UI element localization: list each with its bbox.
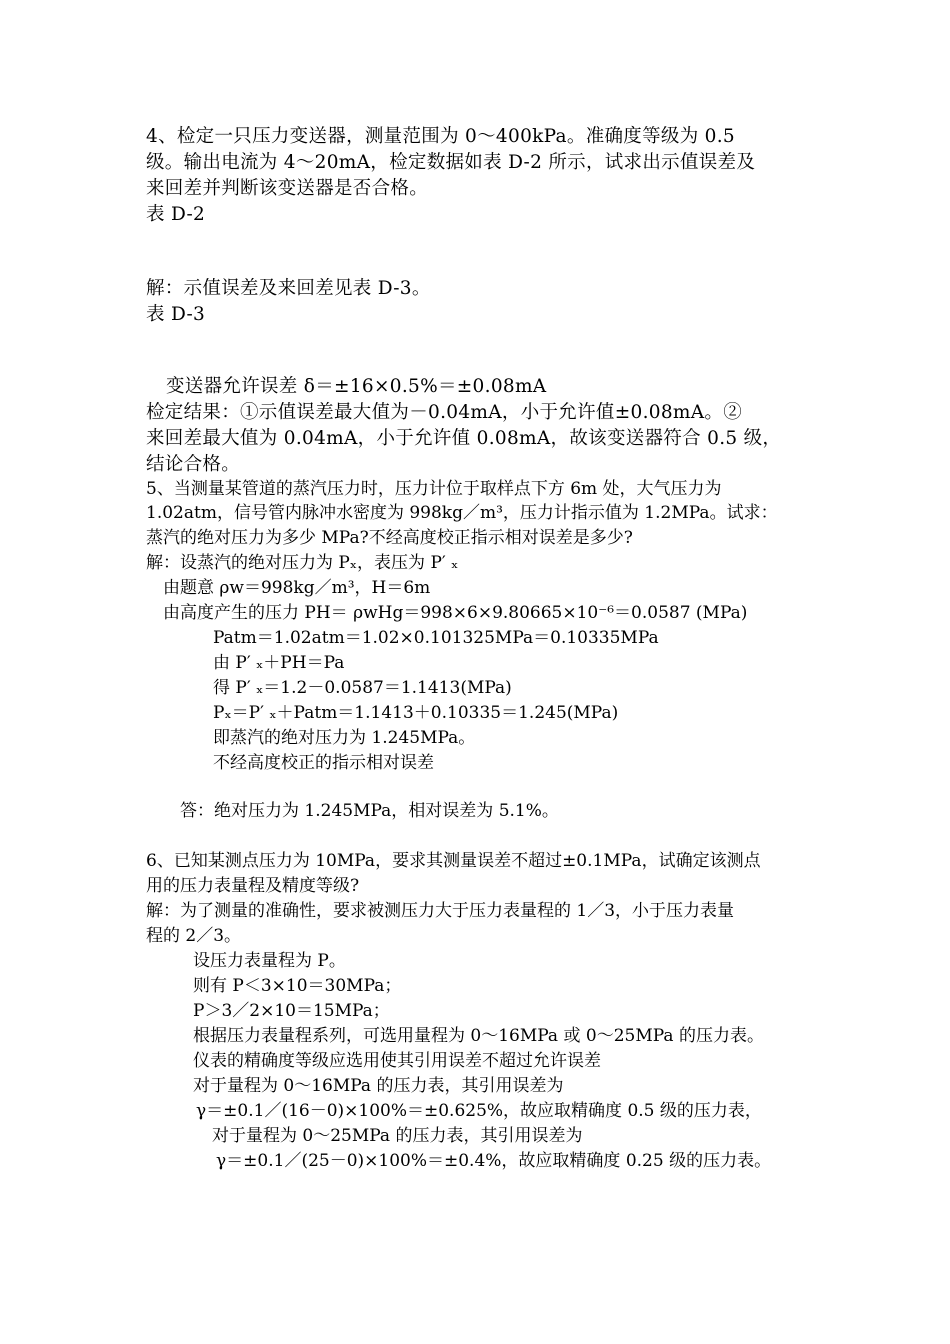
q4-result-line-2: 来回差最大值为 0.04mA，小于允许值 0.08mA，故该变送器符合 0.5 级， — [146, 428, 782, 449]
q5-line-2: 1.02atm，信号管内脉冲水密度为 998kg／m³，压力计指示值为 1.2MPa。试求： — [146, 503, 778, 523]
q6-line-8: 根据压力表量程系列，可选用量程为 0～16MPa 或 0～25MPa 的压力表。 — [193, 1026, 764, 1046]
q5-line-7: Patm＝1.02atm＝1.02×0.101325MPa＝0.10335MPa — [213, 628, 659, 648]
q6-line-11: γ＝±0.1／(16－0)×100%＝±0.625%，故应取精确度 0.5 级的压力表， — [196, 1101, 762, 1121]
q4-line-3: 来回差并判断该变送器是否合格。 — [146, 178, 429, 199]
q6-line-9: 仪表的精确度等级应选用使其引用误差不超过允许误差 — [193, 1051, 601, 1071]
q6-line-13: γ＝±0.1／(25－0)×100%＝±0.4%，故应取精确度 0.25 级的压力表。 — [216, 1151, 772, 1171]
q5-answer-line: 答：绝对压力为 1.245MPa，相对误差为 5.1%。 — [180, 801, 559, 821]
q6-line-7: P＞3／2×10＝15MPa； — [193, 1001, 390, 1021]
q6-line-4: 程的 2／3。 — [146, 926, 242, 946]
q5-line-11: 即蒸汽的绝对压力为 1.245MPa。 — [213, 728, 476, 748]
q5-line-12: 不经高度校正的指示相对误差 — [213, 753, 434, 773]
q6-line-1: 6、已知某测点压力为 10MPa，要求其测量误差不超过±0.1MPa，试确定该测点 — [146, 851, 761, 871]
q6-line-2: 用的压力表量程及精度等级? — [146, 876, 360, 896]
q6-line-3: 解：为了测量的准确性，要求被测压力大于压力表量程的 1／3，小于压力表量 — [146, 901, 735, 921]
q6-line-6: 则有 P＜3×10＝30MPa； — [193, 976, 402, 996]
q6-line-12: 对于量程为 0～25MPa 的压力表，其引用误差为 — [212, 1126, 583, 1146]
q4-allowance-line: 变送器允许误差 δ＝±16×0.5%＝±0.08mA — [166, 376, 547, 397]
q5-line-8: 由 P′ ₓ＋PH＝Pa — [213, 653, 345, 673]
q6-line-5: 设压力表量程为 P。 — [193, 951, 346, 971]
q4-solution-line: 解：示值误差及来回差见表 D-3。 — [146, 278, 431, 299]
q5-line-1: 5、当测量某管道的蒸汽压力时，压力计位于取样点下方 6m 处，大气压力为 — [146, 479, 722, 499]
q5-line-9: 得 P′ ₓ＝1.2－0.0587＝1.1413(MPa) — [213, 678, 512, 698]
q5-line-6: 由高度产生的压力 PH＝ ρwHg＝998×6×9.80665×10⁻⁶＝0.0587 (MPa) — [163, 603, 748, 623]
q6-line-10: 对于量程为 0～16MPa 的压力表，其引用误差为 — [193, 1076, 564, 1096]
q4-result-line-1: 检定结果：①示值误差最大值为－0.04mA，小于允许值±0.08mA。② — [146, 402, 742, 423]
q5-line-10: Pₓ＝P′ ₓ＋Patm＝1.1413＋0.10335＝1.245(MPa) — [213, 703, 619, 723]
q4-result-line-3: 结论合格。 — [146, 454, 241, 475]
q4-table-label-d2: 表 D-2 — [146, 204, 206, 225]
q4-table-label-d3: 表 D-3 — [146, 304, 206, 325]
q4-line-1: 4、检定一只压力变送器，测量范围为 0～400kPa。准确度等级为 0.5 — [146, 126, 735, 147]
q4-line-2: 级。输出电流为 4～20mA，检定数据如表 D-2 所示，试求出示值误差及 — [146, 152, 756, 173]
q5-line-4: 解：设蒸汽的绝对压力为 Pₓ，表压为 P′ ₓ — [146, 553, 459, 573]
q5-line-5: 由题意 ρw＝998kg／m³，H＝6m — [163, 578, 431, 598]
q5-line-3: 蒸汽的绝对压力为多少 MPa?不经高度校正指示相对误差是多少? — [146, 528, 633, 548]
